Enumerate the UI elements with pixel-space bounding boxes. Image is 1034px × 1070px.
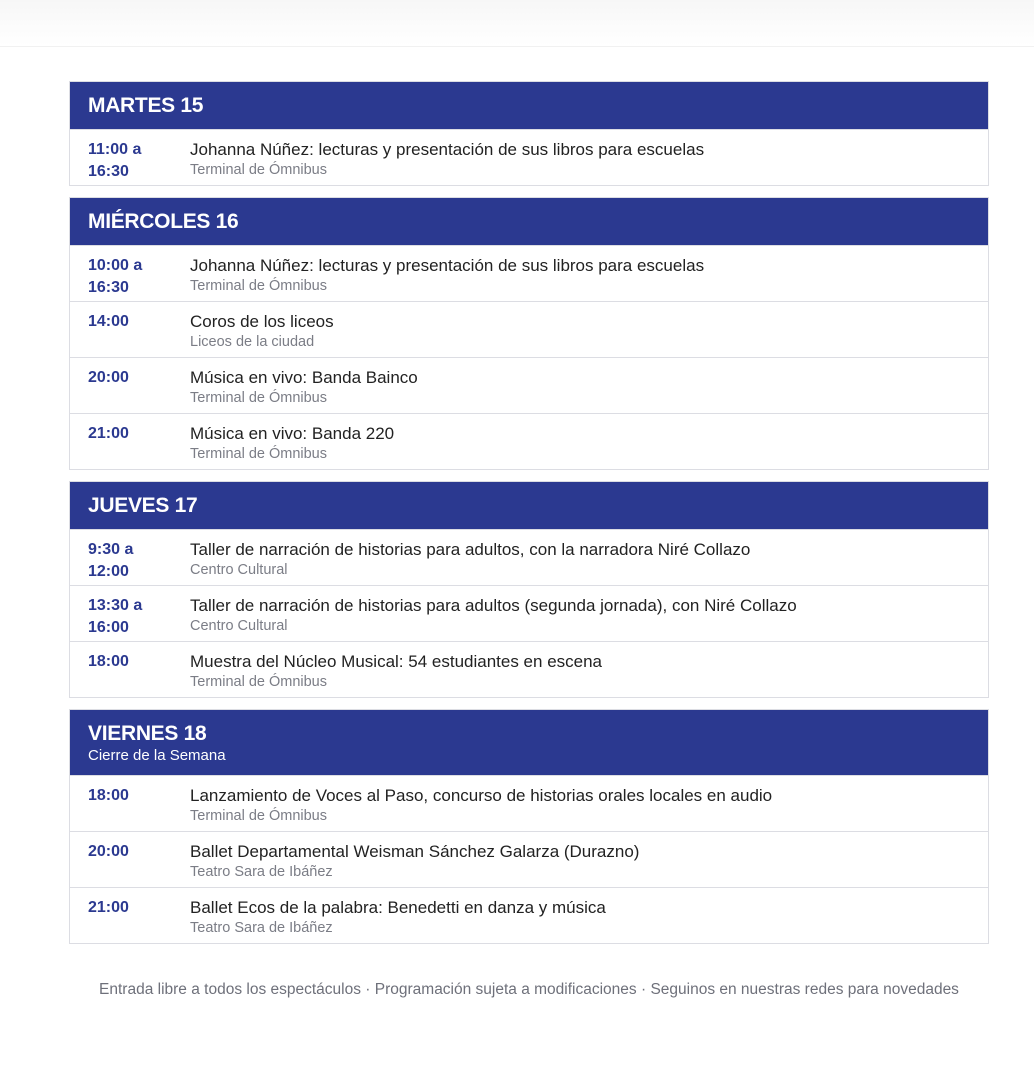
event-time: 21:00 [88, 425, 129, 442]
event-details [190, 139, 988, 185]
day-title: MARTES 15 [88, 94, 204, 117]
event-venue: Terminal de Ómnibus [190, 674, 327, 690]
event-row [70, 831, 988, 887]
event-time: 11:00 a 16:30 [88, 141, 142, 180]
day-header [70, 82, 988, 129]
event-details [190, 539, 988, 585]
event-venue: Terminal de Ómnibus [190, 278, 327, 294]
event-row [70, 775, 988, 831]
event-row [70, 357, 988, 413]
day-title: MIÉRCOLES 16 [88, 210, 239, 233]
day-card [69, 81, 989, 186]
day-card [69, 197, 989, 470]
event-row [70, 413, 988, 469]
day-subtitle: Cierre de la Semana [88, 747, 226, 764]
event-title: Taller de narración de historias para adultos, con la narradora Niré Collazo [190, 540, 751, 559]
event-venue: Terminal de Ómnibus [190, 446, 327, 462]
event-venue: Terminal de Ómnibus [190, 808, 327, 824]
event-details [190, 311, 988, 357]
event-schedule [69, 81, 989, 955]
event-time: 14:00 [88, 313, 129, 330]
event-title: Muestra del Núcleo Musical: 54 estudiantes en escena [190, 652, 603, 671]
event-time: 13:30 a 16:00 [88, 597, 143, 636]
event-title: Ballet Departamental Weisman Sánchez Galarza (Durazno) [190, 842, 640, 861]
event-title: Johanna Núñez: lecturas y presentación de sus libros para escuelas [190, 256, 705, 275]
day-title: VIERNES 18 [88, 722, 207, 745]
event-venue: Centro Cultural [190, 562, 288, 578]
event-details [190, 367, 988, 413]
event-details [190, 785, 988, 831]
day-title: JUEVES 17 [88, 494, 198, 517]
day-card [69, 481, 989, 698]
event-time: 20:00 [88, 843, 129, 860]
event-venue: Teatro Sara de Ibáñez [190, 864, 333, 880]
event-venue: Teatro Sara de Ibáñez [190, 920, 333, 936]
event-row [70, 585, 988, 641]
event-title: Taller de narración de historias para adultos (segunda jornada), con Niré Collazo [190, 596, 797, 615]
event-title: Johanna Núñez: lecturas y presentación de sus libros para escuelas [190, 140, 705, 159]
event-details [190, 423, 988, 469]
event-row [70, 529, 988, 585]
event-time: 21:00 [88, 899, 129, 916]
browser-top-bar [0, 0, 1034, 47]
event-venue: Terminal de Ómnibus [190, 162, 327, 178]
event-details [190, 897, 988, 943]
event-row [70, 301, 988, 357]
event-title: Música en vivo: Banda 220 [190, 424, 395, 443]
event-row [70, 641, 988, 697]
day-header [70, 482, 988, 529]
event-venue: Centro Cultural [190, 618, 288, 634]
event-title: Música en vivo: Banda Bainco [190, 368, 418, 387]
event-time: 18:00 [88, 653, 129, 670]
event-details [190, 651, 988, 697]
event-row [70, 245, 988, 301]
event-venue: Terminal de Ómnibus [190, 390, 327, 406]
event-time: 20:00 [88, 369, 129, 386]
event-details [190, 595, 988, 641]
event-time: 18:00 [88, 787, 129, 804]
event-details [190, 841, 988, 887]
event-row [70, 129, 988, 185]
day-header [70, 710, 988, 775]
event-title: Ballet Ecos de la palabra: Benedetti en danza y música [190, 898, 606, 917]
footer-note: Entrada libre a todos los espectáculos · Programación sujeta a modificaciones · Seguinos en nuestras redes para novedades [99, 981, 959, 998]
event-time: 10:00 a 16:30 [88, 257, 143, 296]
event-venue: Liceos de la ciudad [190, 334, 315, 350]
day-card [69, 709, 989, 944]
day-header [70, 198, 988, 245]
event-details [190, 255, 988, 301]
event-time: 9:30 a 12:00 [88, 541, 134, 580]
event-title: Coros de los liceos [190, 312, 334, 331]
event-title: Lanzamiento de Voces al Paso, concurso de historias orales locales en audio [190, 786, 773, 805]
event-row [70, 887, 988, 943]
